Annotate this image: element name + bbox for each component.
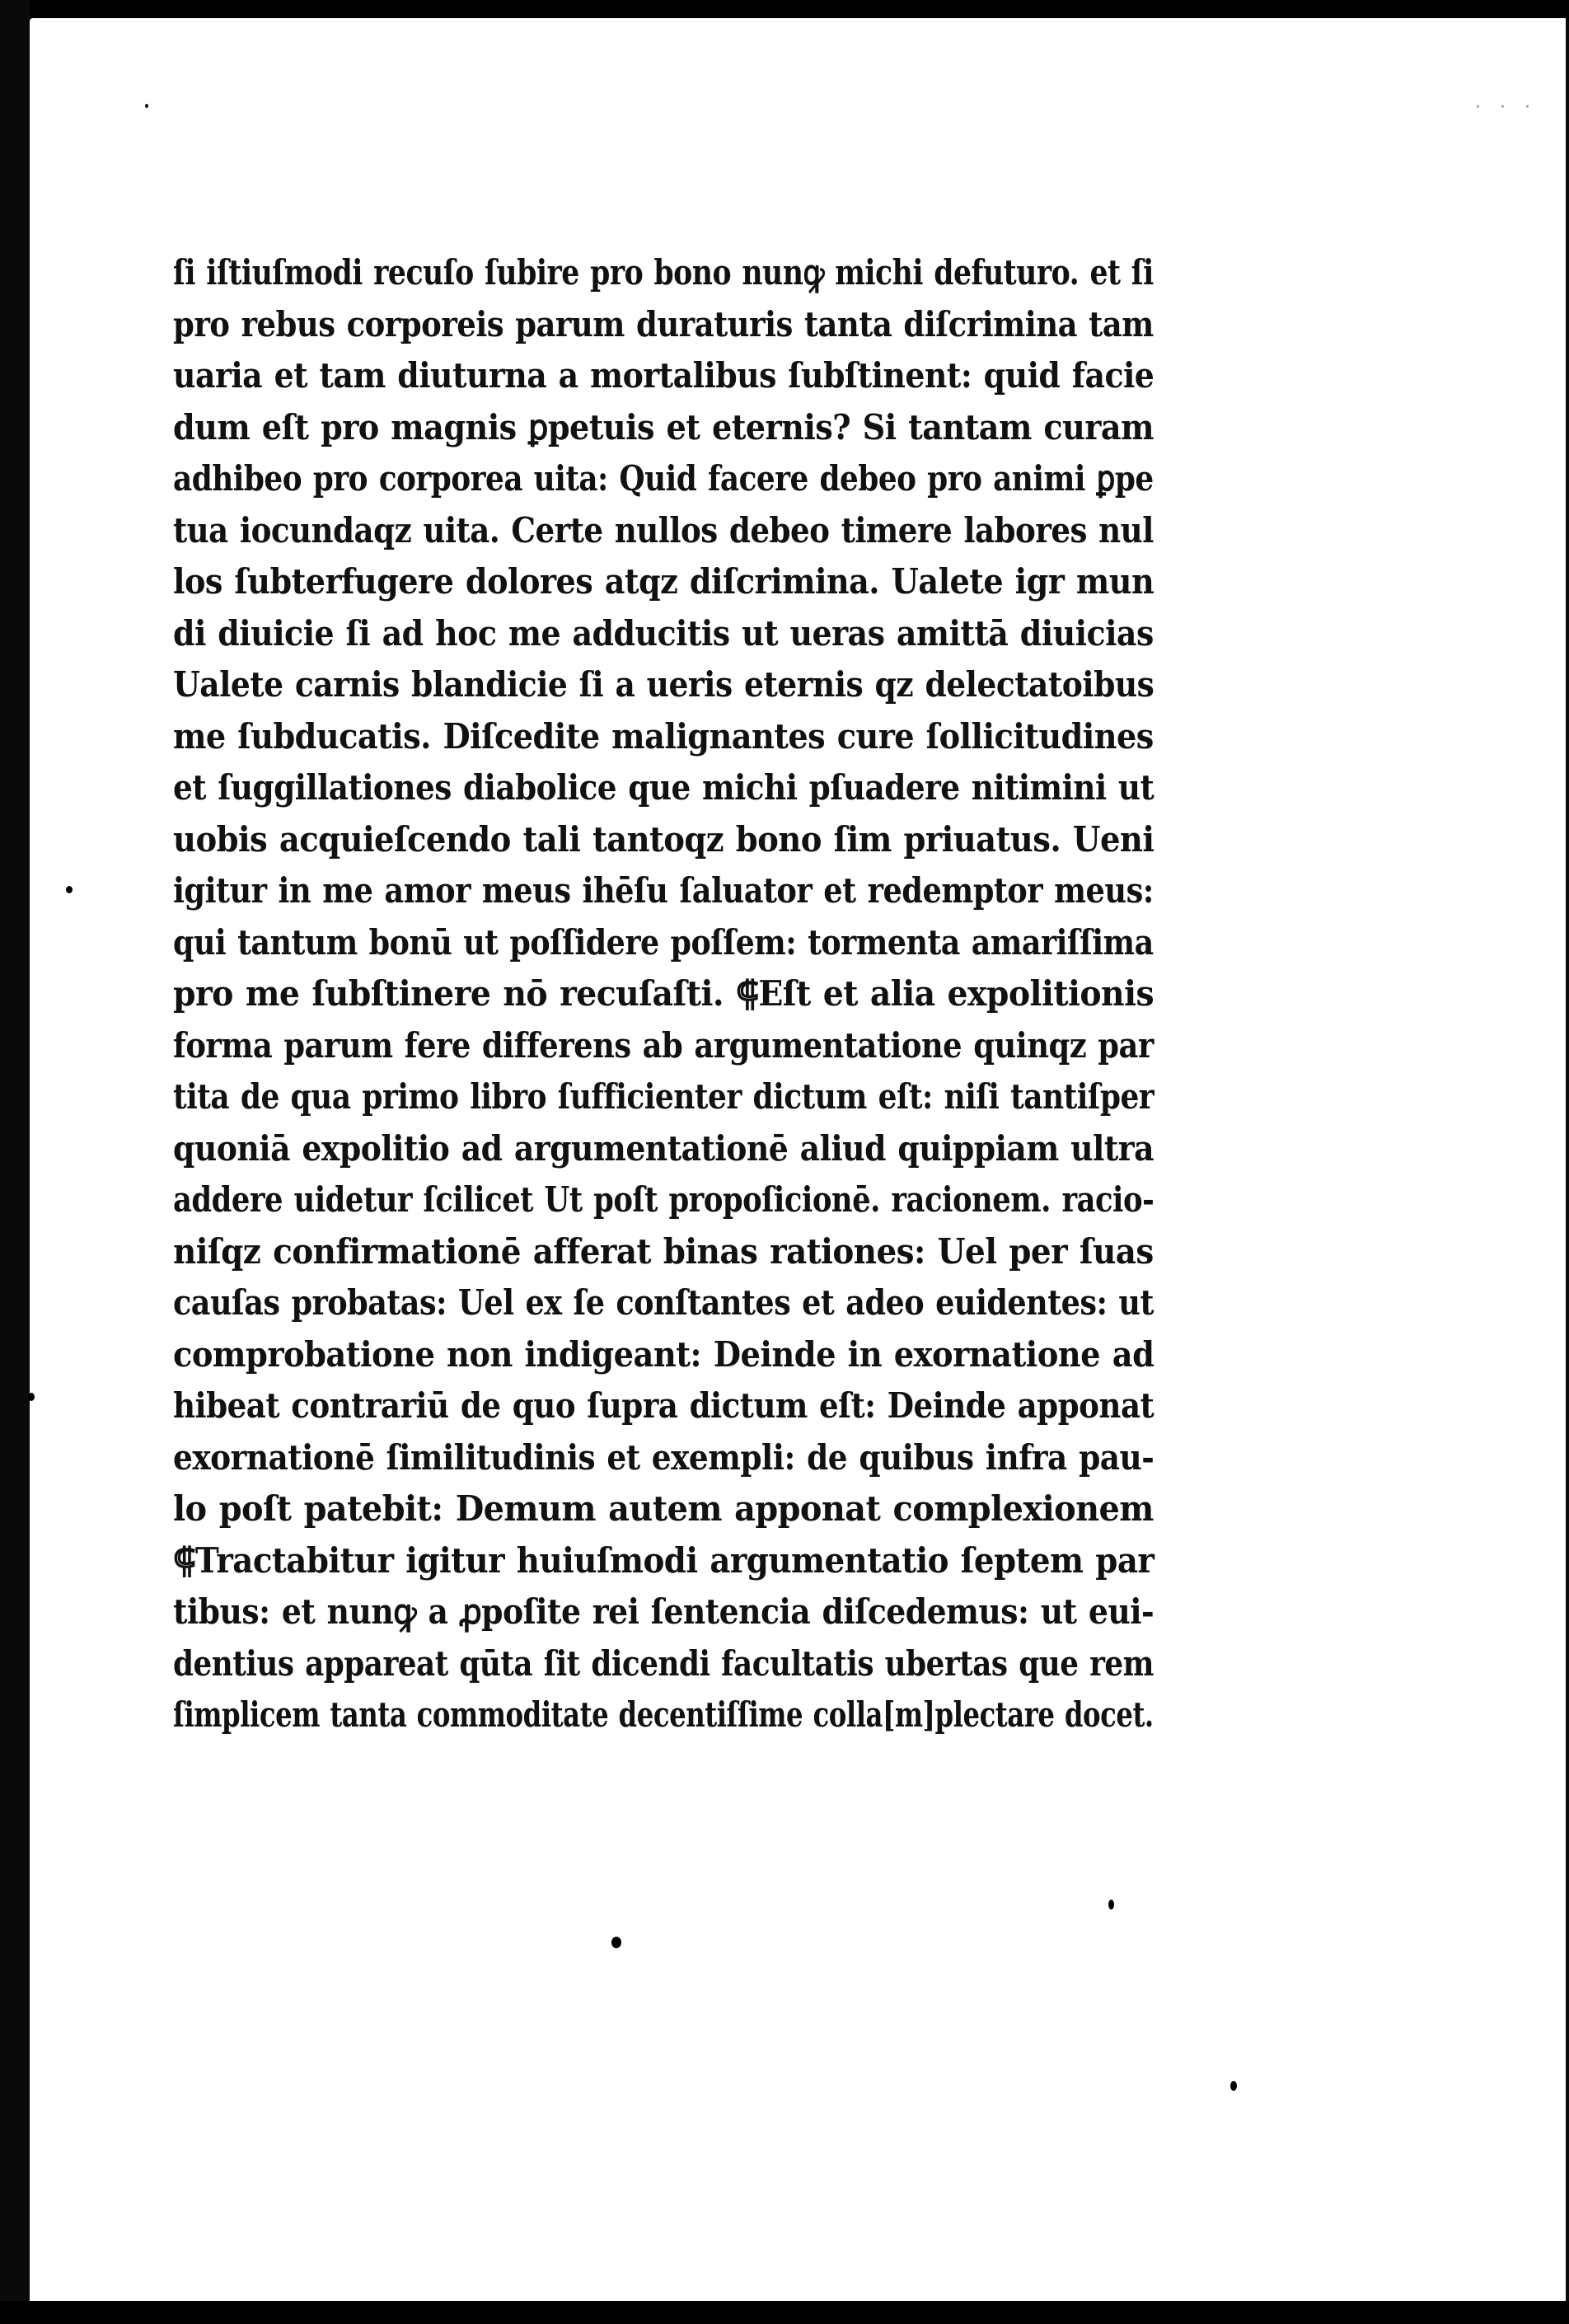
ink-speck (1230, 2081, 1237, 2091)
text-line: addere uidetur ſcilicet Ut poſt propoſicionē. racionem. racio- (173, 1179, 1155, 1220)
text-line: tita de qua primo libro ſufficienter dictum eſt: niſi tantiſper (173, 1076, 1155, 1117)
ink-speck (28, 1393, 35, 1401)
text-line: tibus: et nunꝙ a ꝓpoſite rei ſentencia diſcedemus: ut eui- (173, 1591, 1155, 1632)
text-line: niſqz confirmationē afferat binas rationes: Uel per ſuas (173, 1230, 1154, 1272)
text-line: los ſubterfugere dolores atqz diſcrimina. Ualete igr mun (173, 561, 1155, 602)
text-line: qui tantum bonū ut poſſidere poſſem: tormenta amariſſima (173, 921, 1154, 963)
text-line: uaria et tam diuturna a mortalibus ſubſtinent: quid facie (173, 355, 1155, 396)
text-line: et ſuggillationes diabolice que michi pſuadere nitimini ut (173, 767, 1155, 808)
text-line: ſimplicem tanta commoditate decentiſſime colla[m]plectare docet. (173, 1694, 1154, 1735)
ink-speck (66, 886, 73, 893)
text-line: pro rebus corporeis parum duraturis tanta diſcrimina tam (173, 303, 1154, 344)
text-line: cauſas probatas: Uel ex ſe conſtantes et adeo euidentes: ut (173, 1282, 1154, 1323)
corner-marks: · · · (1475, 97, 1537, 118)
text-line: me ſubducatis. Diſcedite malignantes cure ſollicitudines (173, 715, 1154, 757)
text-line: ſi iſtiuſmodi recuſo ſubire pro bono nunꝙ michi defuturo. et ſi (173, 252, 1154, 293)
text-line: pro me ſubſtinere nō recuſaſti. ⸿Eſt et alia expolitionis (173, 973, 1155, 1014)
text-line: di diuicie ſi ad hoc me adducitis ut ueras amittā diuicias (173, 612, 1154, 654)
text-line: lo poſt patebit: Demum autem apponat complexionem (173, 1488, 1154, 1529)
text-line: igitur in me amor meus ihēſu ſaluator et redemptor meus: (173, 870, 1154, 911)
text-line: Ualete carnis blandicie ſi a ueris eternis qz delectatoibus (173, 664, 1155, 705)
text-line: forma parum fere differens ab argumentatione quinqz par (173, 1024, 1154, 1066)
text-column (173, 247, 1154, 1741)
ink-speck (145, 104, 148, 108)
text-line: exornationē ſimilitudinis et exempli: de quibus infra pau- (173, 1436, 1155, 1478)
text-line: uobis acquieſcendo tali tantoqz bono ſim priuatus. Ueni (173, 818, 1155, 860)
text-line: quoniā expolitio ad argumentationē aliud quippiam ultra (173, 1127, 1155, 1169)
text-line: dentius appareat qūta ſit dicendi facultatis ubertas que rem (173, 1642, 1155, 1684)
bottom-edge (0, 2301, 1569, 2324)
ink-speck (1108, 1900, 1114, 1909)
ink-speck (611, 1937, 621, 1948)
text-line: ⸿Tractabitur igitur huiuſmodi argumentatio ſeptem par (173, 1539, 1155, 1581)
text-line: tua iocundaqz uita. Certe nullos debeo timere labores nul (173, 509, 1154, 551)
text-line: dum eſt pro magnis ꝑpetuis et eternis? Si tantam curam (173, 406, 1154, 447)
text-line: comprobatione non indigeant: Deinde in exornatione ad (173, 1333, 1155, 1375)
text-line: adhibeo pro corporea uita: Quid facere debeo pro animi ꝑpe (173, 458, 1154, 499)
text-line: hibeat contrariū de quo ſupra dictum eſt: Deinde apponat (173, 1385, 1155, 1426)
